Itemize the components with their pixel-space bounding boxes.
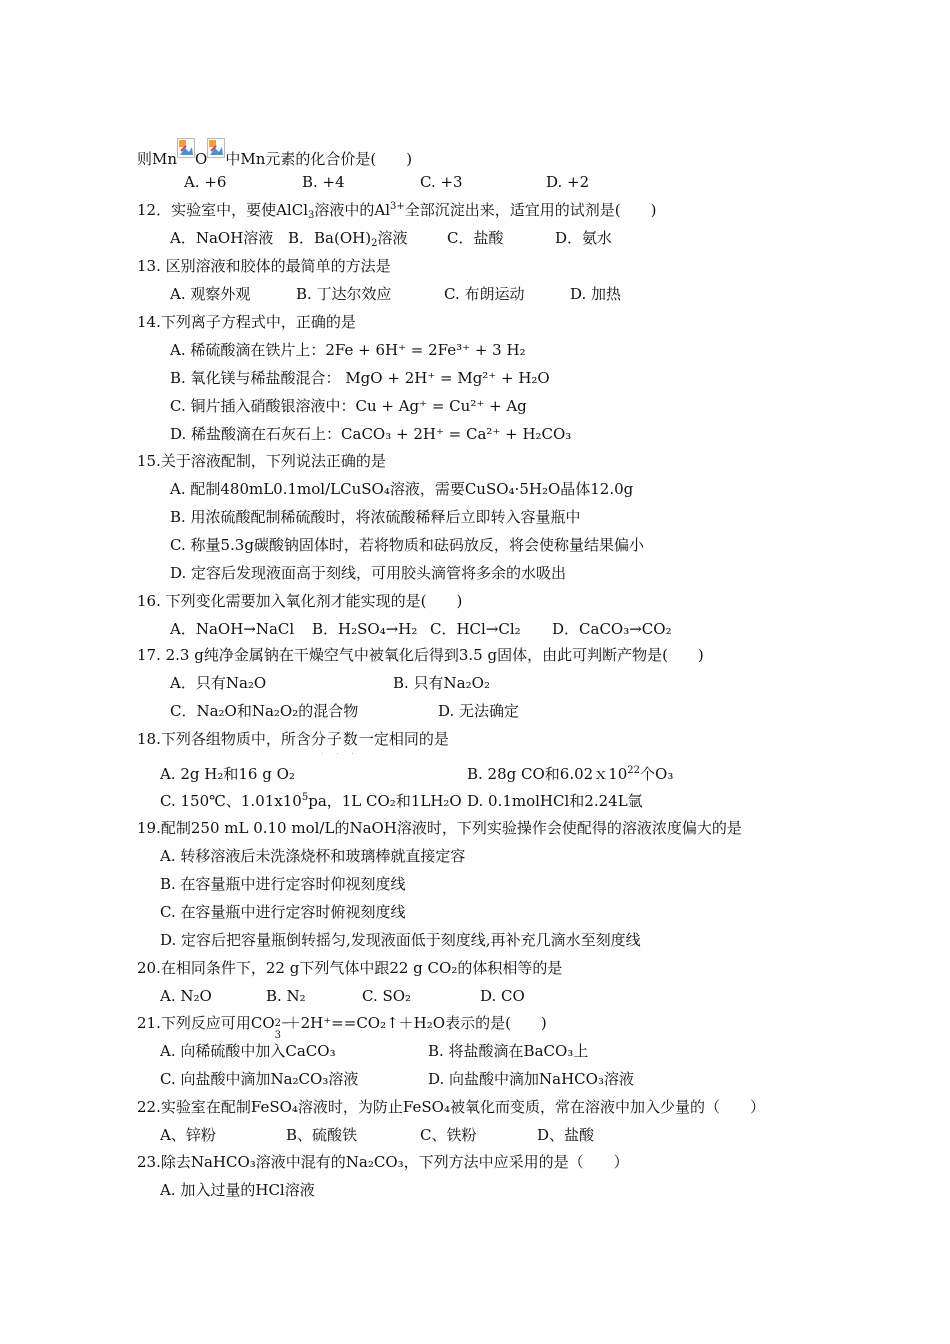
q19-option-a: A. 转移溶液后未洗涤烧杯和玻璃棒就直接定容 [160, 847, 466, 865]
q14-option-a: A. 稀硫酸滴在铁片上：2Fe + 6H⁺ = 2Fe³⁺ + 3 H₂ [170, 341, 526, 359]
q22-option-d: D、盐酸 [537, 1126, 595, 1144]
q18-option-b: B. 28g CO和$6.02x10^{22}$个O₃ [467, 765, 674, 783]
q15-option-b: B. 用浓硫酸配制稀硫酸时，将浓硫酸稀释后立即转入容量瓶中 [170, 508, 581, 526]
q14-option-d: D. 稀盐酸滴在石灰石上：CaCO₃ + 2H⁺ = Ca²⁺ + H₂CO₃ [170, 425, 572, 443]
broken-image-icon [207, 138, 225, 158]
q22-option-a: A、锌粉 [160, 1126, 216, 1144]
q23-stem: 23.除去NaHCO₃溶液中混有的Na₂CO₃，下列方法中应采用的是（ ） [137, 1153, 629, 1171]
q17-stem: 17. 2.3 g纯净金属钠在干燥空气中被氧化后得到3.5 g固体，由此可判断产物是( ) [137, 646, 704, 664]
q18-option-c: C. 150℃、$1.01x10^5pa$，1L CO₂和1LH₂O [160, 792, 462, 810]
q17-option-a: A．只有Na₂O [170, 674, 267, 692]
q12-stem: 12．实验室中，要使AlCl$_3$溶液中的$Al^{3+}$全部沉淀出来，适宜用的试剂是( ) [137, 201, 657, 221]
q19-option-c: C. 在容量瓶中进行定容时俯视刻度线 [160, 903, 406, 921]
q23-option-a: A. 加入过量的HCl溶液 [160, 1181, 315, 1199]
q14-option-c: C. 铜片插入硝酸银溶液中：Cu + Ag⁺ = Cu²⁺ + Ag [170, 397, 527, 415]
q19-option-b: B. 在容量瓶中进行定容时仰视刻度线 [160, 875, 406, 893]
q18-stem: 18.下列各组物质中，所含分子数一定相同的是 [137, 729, 449, 749]
q22-stem: 22.实验室在配制FeSO₄溶液时，为防止FeSO₄被氧化而变质，常在溶液中加入少量的（ ） [137, 1098, 765, 1116]
q16-stem: 16. 下列变化需要加入氧化剂才能实现的是( ) [137, 592, 463, 610]
q21-option-b: B. 将盐酸滴在BaCO₃上 [428, 1042, 589, 1060]
q20-option-b: B. N₂ [266, 987, 306, 1005]
q20-stem: 20.在相同条件下，22 g下列气体中跟22 g CO₂的体积相等的是 [137, 959, 563, 977]
q20-option-d: D. CO [480, 987, 525, 1005]
q22-option-c: C、铁粉 [420, 1126, 477, 1144]
q15-option-a: A. 配制480mL0.1mol/LCuSO₄溶液，需要CuSO₄·5H₂O晶体12.0g [170, 480, 634, 498]
q20-option-a: A. N₂O [160, 987, 212, 1005]
q14-stem: 14.下列离子方程式中，正确的是 [137, 313, 356, 331]
q11-option-c: C. +3 [420, 173, 463, 191]
q13-option-b: B. 丁达尔效应 [296, 285, 392, 303]
q13-stem: 13. 区别溶液和胶体的最简单的方法是 [137, 257, 391, 275]
q21-option-c: C. 向盐酸中滴加Na₂CO₃溶液 [160, 1070, 359, 1088]
q21-option-a: A. 向稀硫酸中加入CaCO₃ [160, 1042, 336, 1060]
q21-option-d: D. 向盐酸中滴加NaHCO₃溶液 [428, 1070, 634, 1088]
q15-option-d: D. 定容后发现液面高于刻线，可用胶头滴管将多余的水吸出 [170, 564, 567, 582]
q14-option-b: B. 氧化镁与稀盐酸混合： MgO + 2H⁺ = Mg²⁺ + H₂O [170, 369, 550, 387]
q15-option-c: C. 称量5.3g碳酸钠固体时，若将物质和砝码放反，将会使称量结果偏小 [170, 536, 644, 554]
broken-image-icon [177, 138, 195, 158]
q11-option-d: D. +2 [546, 173, 590, 191]
q22-option-b: B、硫酸铁 [286, 1126, 358, 1144]
q16-option-a: A．NaOH→NaCl [170, 620, 295, 638]
q11-stem: 则Mn O 中Mn元素的化合价是( ) [137, 138, 412, 169]
q20-option-c: C. SO₂ [362, 987, 412, 1005]
q18-option-d: D. 0.1molHCl和2.24L氩 [467, 792, 643, 810]
q11-option-b: B. +4 [302, 173, 345, 191]
q16-option-b: B．H₂SO₄→H₂ [312, 620, 418, 638]
q13-option-c: C. 布朗运动 [444, 285, 525, 303]
q11-option-a: A. +6 [184, 173, 227, 191]
q16-option-c: C．HCl→Cl₂ [430, 620, 521, 638]
q17-option-b: B. 只有Na₂O₂ [393, 674, 490, 692]
q12-option-a: A．NaOH溶液 [170, 229, 274, 247]
q21-stem: 21.下列反应可用CO 2− 3 ＋2H⁺==CO₂↑＋H₂O表示的是( ) [137, 1014, 547, 1041]
q17-option-c: C．Na₂O和Na₂O₂的混合物 [170, 702, 359, 720]
q18-option-a: A. 2g H₂和16 g O₂ [160, 765, 295, 783]
q16-option-d: D．CaCO₃→CO₂ [552, 620, 672, 638]
q19-option-d: D. 定容后把容量瓶倒转摇匀,发现液面低于刻度线,再补充几滴水至刻度线 [160, 931, 641, 949]
q12-option-b: B．$Ba(OH)_2$溶液 [288, 229, 408, 249]
q19-stem: 19.配制250 mL 0.10 mol/L的NaOH溶液时，下列实验操作会使配得的溶液浓度偏大的是 [137, 819, 742, 837]
q15-stem: 15.关于溶液配制，下列说法正确的是 [137, 452, 386, 470]
q12-option-c: C．盐酸 [447, 229, 504, 247]
q12-option-d: D．氨水 [555, 229, 613, 247]
q13-option-d: D. 加热 [570, 285, 622, 303]
q17-option-d: D. 无法确定 [438, 702, 520, 720]
q13-option-a: A. 观察外观 [170, 285, 251, 303]
